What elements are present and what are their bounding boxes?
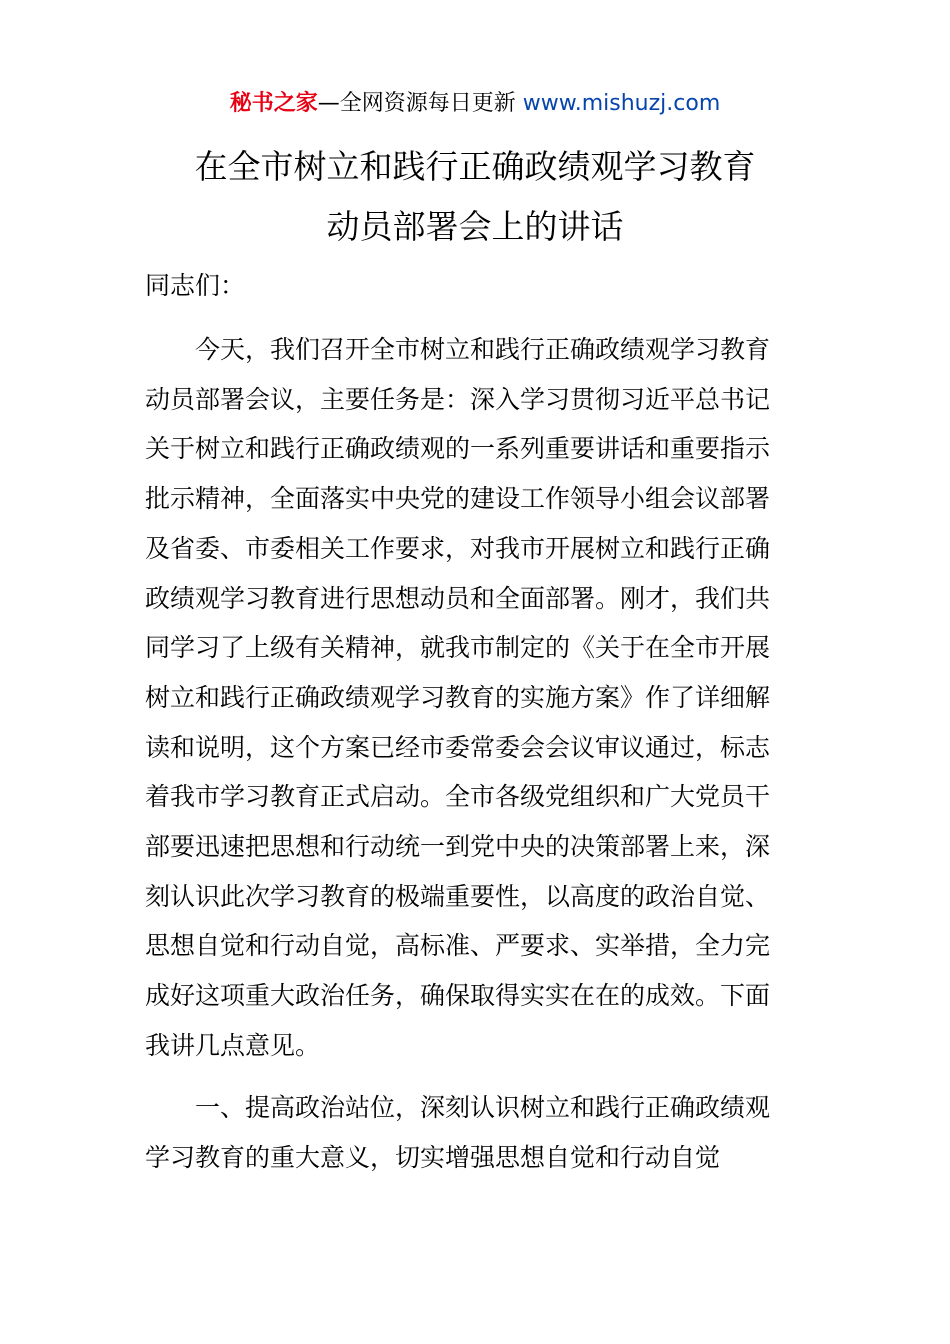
site-header: [0, 86, 950, 122]
brand-name: 秘书之家: [229, 91, 318, 116]
paragraph-line: 同学习了上级有关精神，就我市制定的《关于在全市开展: [145, 633, 771, 663]
salutation: 同志们：: [145, 271, 246, 300]
paragraph-line: 成好这项重大政治任务，确保取得实实在在的成效。下面: [145, 981, 771, 1011]
site-url-link[interactable]: www.mishuzj.com: [522, 91, 721, 116]
paragraph-line: 今天，我们召开全市树立和践行正确政绩观学习教育: [145, 335, 771, 364]
document-title-line-1: 在全市树立和践行正确政绩观学习教育: [194, 147, 756, 186]
paragraph-intro: [145, 325, 810, 1071]
paragraph-line: 读和说明，这个方案已经市委常委会会议审议通过，标志: [145, 732, 771, 762]
paragraph-line: 动员部署会议，主要任务是：深入学习贯彻习近平总书记: [145, 384, 771, 414]
paragraph-line: 刻认识此次学习教育的极端重要性，以高度的政治自觉、: [145, 881, 771, 911]
section-heading-line: 一、提高政治站位，深刻认识树立和践行正确政绩观: [145, 1093, 771, 1122]
paragraph-line: 树立和践行正确政绩观学习教育的实施方案》作了详细解: [145, 682, 771, 712]
paragraph-line: 我讲几点意见。: [145, 1030, 321, 1060]
paragraph-line: 关于树立和践行正确政绩观的一系列重要讲话和重要指示: [145, 434, 771, 464]
header-tagline: —全网资源每日更新: [317, 91, 516, 116]
paragraph-line: 着我市学习教育正式启动。全市各级党组织和广大党员干: [145, 782, 771, 812]
document-title-line-2: 动员部署会上的讲话: [326, 207, 624, 246]
section-heading-1: [145, 1083, 810, 1182]
paragraph-line: 部要迅速把思想和行动统一到党中央的决策部署上来，深: [145, 832, 771, 862]
section-heading-line: 学习教育的重大意义，切实增强思想自觉和行动自觉: [145, 1142, 721, 1172]
paragraph-line: 及省委、市委相关工作要求，对我市开展树立和践行正确: [145, 533, 771, 563]
paragraph-line: 批示精神，全面落实中央党的建设工作领导小组会议部署: [145, 484, 771, 514]
paragraph-line: 思想自觉和行动自觉，高标准、严要求、实举措，全力完: [145, 931, 771, 961]
paragraph-line: 政绩观学习教育进行思想动员和全面部署。刚才，我们共: [145, 583, 771, 613]
